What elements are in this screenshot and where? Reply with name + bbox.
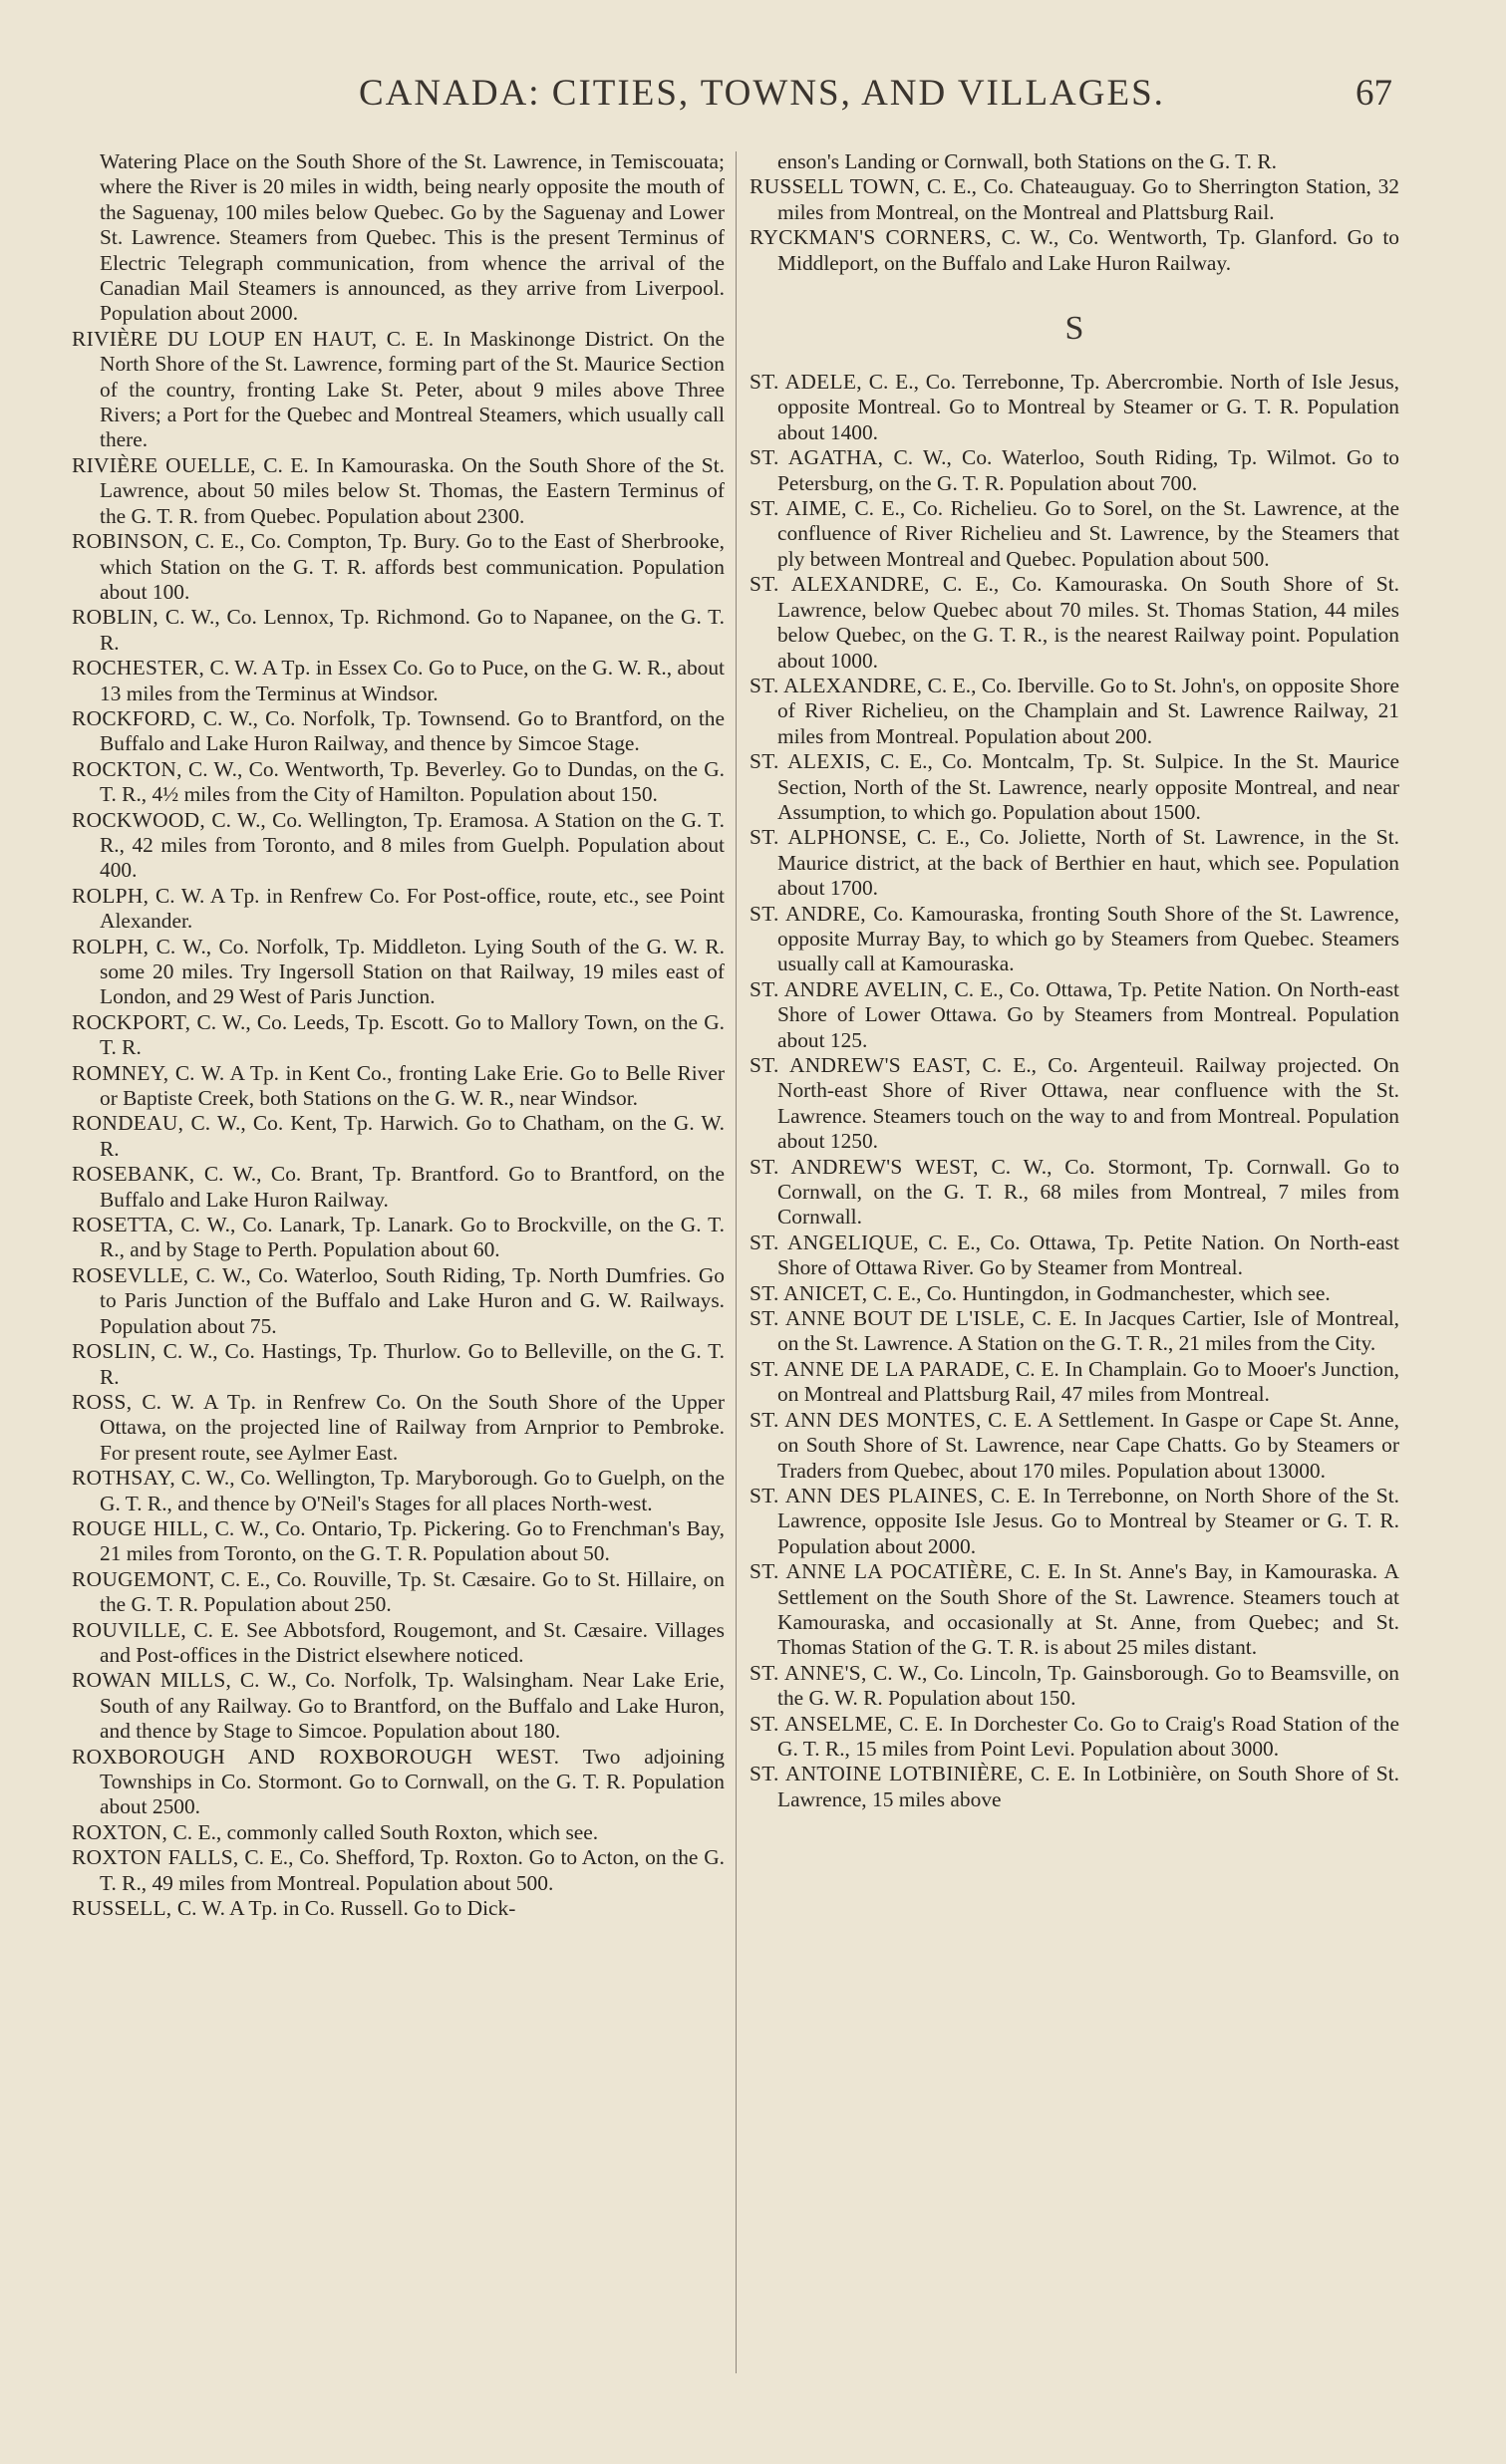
entry-text: C. E., Co. Rouville, Tp. St. Cæsaire. Go to St. Hillaire, on the G. T. R. Population about 250. [100, 1566, 725, 1617]
left-column [72, 149, 725, 1921]
entry-text: C. W., Co. Leeds, Tp. Escott. Go to Mallory Town, on the G. T. R. [100, 1009, 725, 1060]
entry-text: C. W., Co. Hastings, Tp. Thurlow. Go to Belleville, on the G. T. R. [100, 1339, 725, 1389]
entry-heading: ST. ALEXANDRE, [750, 572, 930, 597]
entry-text: C. E. In Champlain. Go to Mooer's Junction, on Montreal and Plattsburg Rail, 47 miles from Montreal. [777, 1356, 1399, 1407]
entry-text: C. E., Co. Terrebonne, Tp. Abercrombie. North of Isle Jesus, opposite Montreal. Go to Montreal by Steamer or G. T. R. Population about 1400. [777, 370, 1399, 444]
gazetteer-entry [750, 370, 1399, 445]
gazetteer-entry [72, 149, 725, 327]
entry-text: C. W., Co. Norfolk, Tp. Walsingham. Near Lake Erie, South of any Railway. Go to Brantford, on the Buffalo and Lake Huron, and thence by Stage to Simcoe. Population about 180. [100, 1668, 725, 1744]
gazetteer-entry [750, 1231, 1399, 1281]
entry-text: C. W., Co. Waterloo, South Riding, Tp. North Dumfries. Go to Paris Junction of the Buffalo and Lake Huron and G. W. Railways. Population about 75. [100, 1262, 725, 1338]
entry-text: C. W., Co. Waterloo, South Riding, Tp. Wilmot. Go to Petersburg, on the G. T. R. Population about 700. [777, 445, 1399, 495]
entry-heading: ST. ANDREW'S EAST, [750, 1053, 972, 1077]
entry-text: C. W. A Tp. in Essex Co. Go to Puce, on the G. W. R., about 13 miles from the Terminus at Windsor. [100, 656, 725, 705]
gazetteer-entry [72, 1466, 725, 1516]
entry-heading: ST. ANN DES PLAINES, [750, 1483, 984, 1507]
entry-text: C. E. A Settlement. In Gaspe or Cape St. Anne, on South Shore of St. Lawrence, near Cape Chatts. Go by Steamers or Traders from Quebec, about 170 miles. Population about 13000. [777, 1407, 1399, 1483]
gazetteer-entry [750, 749, 1399, 825]
entry-heading: RUSSELL, [72, 1896, 172, 1921]
entry-heading: ST. ANN DES MONTES, [750, 1407, 982, 1432]
gazetteer-entry [750, 149, 1399, 174]
entry-heading: ROXTON, [72, 1819, 168, 1844]
entry-text: C. E., Co. Iberville. Go to St. John's, on opposite Shore of River Richelieu, on the Champlain and St. Lawrence Railway, 21 miles from Montreal. Population about 200. [777, 673, 1399, 748]
gazetteer-entry [72, 327, 725, 453]
gazetteer-entry [750, 1053, 1399, 1155]
gazetteer-entry [72, 1516, 725, 1567]
entry-text: C. E., Co. Chateauguay. Go to Sherrington Station, 32 miles from Montreal, on the Montreal and Plattsburg Rail. [777, 174, 1399, 224]
gazetteer-entry [72, 706, 725, 757]
gazetteer-entry [750, 1484, 1399, 1559]
gazetteer-entry [750, 1762, 1399, 1812]
entry-text: C. E., Co. Shefford, Tp. Roxton. Go to Acton, on the G. T. R., 49 miles from Montreal. Population about 500. [100, 1845, 725, 1895]
running-title: CANADA: CITIES, TOWNS, AND VILLAGES. [359, 73, 1165, 114]
gazetteer-entry [72, 1745, 725, 1820]
entry-text: C. E. In Maskinonge District. On the North Shore of the St. Lawrence, forming part of the St. Maurice Section of the country, fronting Lake St. Peter, about 9 miles above Three Rivers; a Port for the Quebec and Montreal Steamers, which usually call there. [100, 326, 726, 452]
gazetteer-entry [72, 1213, 725, 1263]
gazetteer-entry [72, 1567, 725, 1618]
entry-heading: ST. ANNE DE LA PARADE, [750, 1356, 1011, 1381]
entry-text: C. W. A Tp. in Renfrew Co. On the South Shore of the Upper Ottawa, on the projected line of Railway from Arnprior to Pembroke. For present route, see Aylmer East. [100, 1389, 725, 1465]
entry-heading: RIVIÈRE DU LOUP EN HAUT, [72, 326, 378, 351]
entry-heading: RIVIÈRE OUELLE, [72, 452, 256, 477]
entry-text: C. W., Co. Brant, Tp. Brantford. Go to Brantford, on the Buffalo and Lake Huron Railway. [100, 1162, 725, 1212]
entry-heading: ST. AGATHA, [750, 445, 884, 470]
entry-heading: ROCKPORT, [72, 1009, 191, 1034]
entry-heading: ST. ANNE LA POCATIÈRE, [750, 1559, 1014, 1584]
right-column-entries [750, 370, 1399, 1812]
gazetteer-entry [750, 1306, 1399, 1357]
gazetteer-entry [72, 1896, 725, 1921]
gazetteer-entry [750, 572, 1399, 674]
gazetteer-entry [72, 1263, 725, 1339]
entry-heading: ROCKWOOD, [72, 807, 206, 832]
page-header [0, 72, 1506, 132]
entry-text: C. E. In Lotbinière, on South Shore of St. Lawrence, 15 miles above [777, 1762, 1399, 1811]
entry-text: C. E. See Abbotsford, Rougemont, and St. Cæsaire. Villages and Post-offices in the District elsewhere noticed. [100, 1617, 725, 1667]
entry-text: enson's Landing or Cornwall, both Stations on the G. T. R. [777, 149, 1277, 173]
entry-heading: ROXTON FALLS, [72, 1845, 239, 1870]
gazetteer-entry [750, 825, 1399, 901]
entry-heading: ROXBOROUGH AND ROXBOROUGH WEST. [72, 1744, 560, 1769]
entry-heading: ST. AIME, [750, 496, 847, 521]
entry-heading: ROUVILLE, [72, 1617, 186, 1642]
entry-text: C. E., commonly called South Roxton, which see. [167, 1819, 599, 1844]
page-number: 67 [1355, 73, 1392, 114]
entry-heading: ST. ANGELIQUE, [750, 1230, 919, 1254]
gazetteer-entry [750, 1408, 1399, 1484]
entry-text: C. E. In Terrebonne, on North Shore of the St. Lawrence, opposite Isle Jesus. Go to Montreal by Steamer or G. T. R. Population about 2000. [777, 1483, 1399, 1558]
entry-text: Co. Kamouraska, fronting South Shore of the St. Lawrence, opposite Murray Bay, to which go by Steamers from Quebec. Steamers usually call at Kamouraska. [777, 901, 1399, 976]
entry-heading: ST. ANTOINE LOTBINIÈRE, [750, 1762, 1024, 1786]
gazetteer-entry [750, 674, 1399, 749]
entry-heading: ROWAN MILLS, [72, 1668, 232, 1693]
entry-text: C. W., Co. Kent, Tp. Harwich. Go to Chatham, on the G. W. R. [100, 1111, 725, 1161]
gazetteer-entry [72, 1618, 725, 1669]
entry-text: C. W., Co. Wentworth, Tp. Glanford. Go to Middleport, on the Buffalo and Lake Huron Railway. [777, 225, 1399, 275]
entry-heading: ST. ANNE BOUT DE L'ISLE, [750, 1306, 1026, 1331]
entry-text: C. E., Co. Ottawa, Tp. Petite Nation. On North-east Shore of Ottawa River. Go by Steamer from Montreal. [777, 1230, 1399, 1280]
gazetteer-entry [750, 1712, 1399, 1763]
gazetteer-entry [72, 529, 725, 605]
entry-heading: ROSEBANK, [72, 1162, 195, 1187]
entry-heading: ST. ANDRE AVELIN, [750, 976, 949, 1001]
entry-text: C. E., Co. Ottawa, Tp. Petite Nation. On North-east Shore of Lower Ottawa. Go by Steamers from Montreal. Population about 125. [777, 976, 1399, 1052]
entry-text: C. W., Co. Wentworth, Tp. Beverley. Go to Dundas, on the G. T. R., 4½ miles from the City of Hamilton. Population about 150. [100, 756, 725, 807]
entry-heading: ST. ADELE, [750, 370, 862, 395]
gazetteer-entry [72, 808, 725, 884]
entry-heading: ST. ALEXIS, [750, 749, 871, 774]
gazetteer-entry [72, 1820, 725, 1845]
gazetteer-entry [750, 977, 1399, 1053]
entry-text: C. E. In Kamouraska. On the South Shore of the St. Lawrence, about 50 miles below St. Thomas, the Eastern Terminus of the G. T. R. from Quebec. Population about 2300. [100, 452, 725, 528]
entry-text: C. E., Co. Richelieu. Go to Sorel, on the St. Lawrence, at the confluence of River Richelieu and St. Lawrence, by the Steamers that ply between Montreal and Quebec. Population about 500. [777, 496, 1400, 571]
entry-text: C. W., Co. Norfolk, Tp. Townsend. Go to Brantford, on the Buffalo and Lake Huron Railway, and thence by Simcoe Stage. [100, 705, 725, 756]
entry-heading: ROSLIN, [72, 1339, 156, 1364]
gazetteer-entry [750, 1357, 1399, 1408]
entry-heading: ST. ANSELME, [750, 1711, 893, 1736]
entry-text: C. W., Co. Norfolk, Tp. Middleton. Lying South of the G. W. R. some 20 miles. Try Ingersoll Station on that Railway, 19 miles east of London, and 29 West of Paris Junction. [100, 934, 725, 1009]
entry-heading: ROBINSON, [72, 529, 189, 554]
entry-heading: ROCKTON, [72, 756, 182, 781]
entry-heading: ROBLIN, [72, 605, 159, 630]
gazetteer-entry [72, 453, 725, 529]
gazetteer-entry [72, 935, 725, 1010]
entry-heading: ROUGE HILL, [72, 1515, 209, 1540]
entry-heading: ROLPH, [72, 934, 150, 958]
entry-text: Watering Place on the South Shore of the St. Lawrence, in Temiscouata; where the River is 20 miles in width, being nearly opposite the mouth of the Saguenay, 100 miles below Quebec. Go by the Saguenay and Lower St. Lawrence. Steamers from Quebec. This is the present Terminus of Electric Telegraph communication, from whence the arrival of the Canadian Mail Steamers is announced, as they arrive from Liverpool. Population about 2000. [100, 149, 725, 326]
entry-text: C. W. A Tp. in Kent Co., fronting Lake Erie. Go to Belle River or Baptiste Creek, both Stations on the G. W. R., near Windsor. [100, 1060, 725, 1111]
entry-text: C. W., Co. Lincoln, Tp. Gainsborough. Go to Beamsville, on the G. W. R. Population about 150. [777, 1660, 1400, 1711]
gazetteer-entry [72, 1668, 725, 1744]
entry-text: C. E., Co. Kamouraska. On South Shore of St. Lawrence, below Quebec about 70 miles. St. Thomas Station, 44 miles below Quebec, on the G. T. R., is the nearest Railway point. Population about 1000. [777, 572, 1399, 673]
entry-heading: ST. ANNE'S, [750, 1660, 867, 1685]
entry-text: C. W. A Tp. in Co. Russell. Go to Dick- [171, 1896, 516, 1921]
entry-heading: ROSS, [72, 1389, 133, 1414]
entry-text: C. E., Co. Montcalm, Tp. St. Sulpice. In the St. Maurice Section, North of the St. Lawrence, nearly opposite Montreal, and near Assumption, to which go. Population about 1500. [777, 749, 1399, 824]
gazetteer-entry [72, 1162, 725, 1213]
entry-heading: ST. ANDRE, [750, 901, 866, 926]
entry-text: C. E. In Dorchester Co. Go to Craig's Road Station of the G. T. R., 15 miles from Point Levi. Population about 3000. [777, 1711, 1399, 1761]
entry-heading: ST. ALEXANDRE, [750, 673, 923, 697]
entry-text: C. W., Co. Ontario, Tp. Pickering. Go to Frenchman's Bay, 21 miles from Toronto, on the G. T. R. Population about 50. [100, 1515, 725, 1566]
right-column-top-entries [750, 149, 1399, 276]
entry-text: C. W., Co. Lennox, Tp. Richmond. Go to Napanee, on the G. T. R. [100, 605, 725, 655]
gazetteer-entry [72, 1010, 725, 1061]
entry-text: C. E., Co. Compton, Tp. Bury. Go to the East of Sherbrooke, which Station on the G. T. R. affords best communication. Population about 100. [100, 529, 725, 604]
entry-heading: ST. ANDREW'S WEST, [750, 1154, 979, 1179]
entry-heading: ST. ALPHONSE, [750, 825, 908, 850]
entry-heading: ROCKFORD, [72, 705, 196, 730]
entry-text: C. W., Co. Wellington, Tp. Eramosa. A Station on the G. T. R., 42 miles from Toronto, and 8 miles from Guelph. Population about 400. [100, 807, 725, 883]
section-letter: S [1064, 310, 1084, 348]
entry-text: C. E. In Jacques Cartier, Isle of Montreal, on the St. Lawrence. A Station on the G. T. R., 21 miles from the City. [777, 1306, 1399, 1356]
gazetteer-entry [750, 225, 1399, 276]
gazetteer-entry [72, 605, 725, 656]
entry-text: C. W., Co. Stormont, Tp. Cornwall. Go to Cornwall, on the G. T. R., 68 miles from Montreal, 7 miles from Cornwall. [777, 1154, 1399, 1230]
entry-text: C. W., Co. Lanark, Tp. Lanark. Go to Brockville, on the G. T. R., and by Stage to Perth. Population about 60. [100, 1213, 725, 1262]
gazetteer-entry [72, 1111, 725, 1162]
entry-text: C. E., Co. Huntingdon, in Godmanchester, which see. [867, 1280, 1331, 1305]
gazetteer-entry [72, 884, 725, 935]
gazetteer-entry [72, 656, 725, 706]
gazetteer-entry [72, 1061, 725, 1112]
gazetteer-entry [750, 445, 1399, 496]
entry-text: C. E. In St. Anne's Bay, in Kamouraska. A Settlement on the South Shore of the St. Lawrence. Steamers touch at Kamouraska, and occasionally at St. Anne, from Quebec; and St. Thomas Station of the G. T. R. is about 25 miles distant. [777, 1559, 1399, 1660]
entry-heading: ROTHSAY, [72, 1466, 176, 1491]
entry-heading: RUSSELL TOWN, [750, 174, 921, 199]
entry-text: C. W. A Tp. in Renfrew Co. For Post-office, route, etc., see Point Alexander. [100, 883, 725, 934]
gazetteer-entry [72, 1390, 725, 1466]
entry-text: C. E., Co. Joliette, North of St. Lawrence, in the St. Maurice district, at the back of Berthier en haut, which see. Population about 1700. [777, 825, 1399, 901]
entry-text: C. E., Co. Argenteuil. Railway projected. On North-east Shore of River Ottawa, near confluence with the St. Lawrence. Steamers touch on the way to and from Montreal. Population about 1250. [777, 1053, 1399, 1154]
gazetteer-entry [750, 174, 1399, 225]
gazetteer-entry [750, 496, 1399, 572]
gazetteer-entry [750, 1155, 1399, 1231]
gazetteer-entry [72, 757, 725, 808]
entry-heading: ROSEVLLE, [72, 1262, 189, 1287]
entry-heading: RONDEAU, [72, 1111, 184, 1136]
entry-heading: ROMNEY, [72, 1060, 169, 1085]
entry-heading: ROSETTA, [72, 1213, 174, 1237]
entry-heading: ROCHESTER, [72, 656, 205, 681]
entry-heading: RYCKMAN'S CORNERS, [750, 225, 992, 250]
entry-heading: ROUGEMONT, [72, 1566, 215, 1591]
gazetteer-entry [750, 1281, 1399, 1306]
entry-text: C. W., Co. Wellington, Tp. Maryborough. Go to Guelph, on the G. T. R., and thence by O'Neil's Stages for all places North-west. [100, 1466, 725, 1515]
entry-heading: ROLPH, [72, 883, 150, 908]
entry-text: Two adjoining Townships in Co. Stormont. Go to Cornwall, on the G. T. R. Population about 2500. [100, 1744, 726, 1819]
gazetteer-entry [750, 902, 1399, 977]
gazetteer-entry [72, 1339, 725, 1390]
gazetteer-entry [72, 1845, 725, 1896]
gazetteer-entry [750, 1661, 1399, 1712]
column-divider [736, 151, 737, 2373]
entry-heading: ST. ANICET, [750, 1280, 868, 1305]
gazetteer-entry [750, 1559, 1399, 1661]
right-column [750, 149, 1399, 1812]
